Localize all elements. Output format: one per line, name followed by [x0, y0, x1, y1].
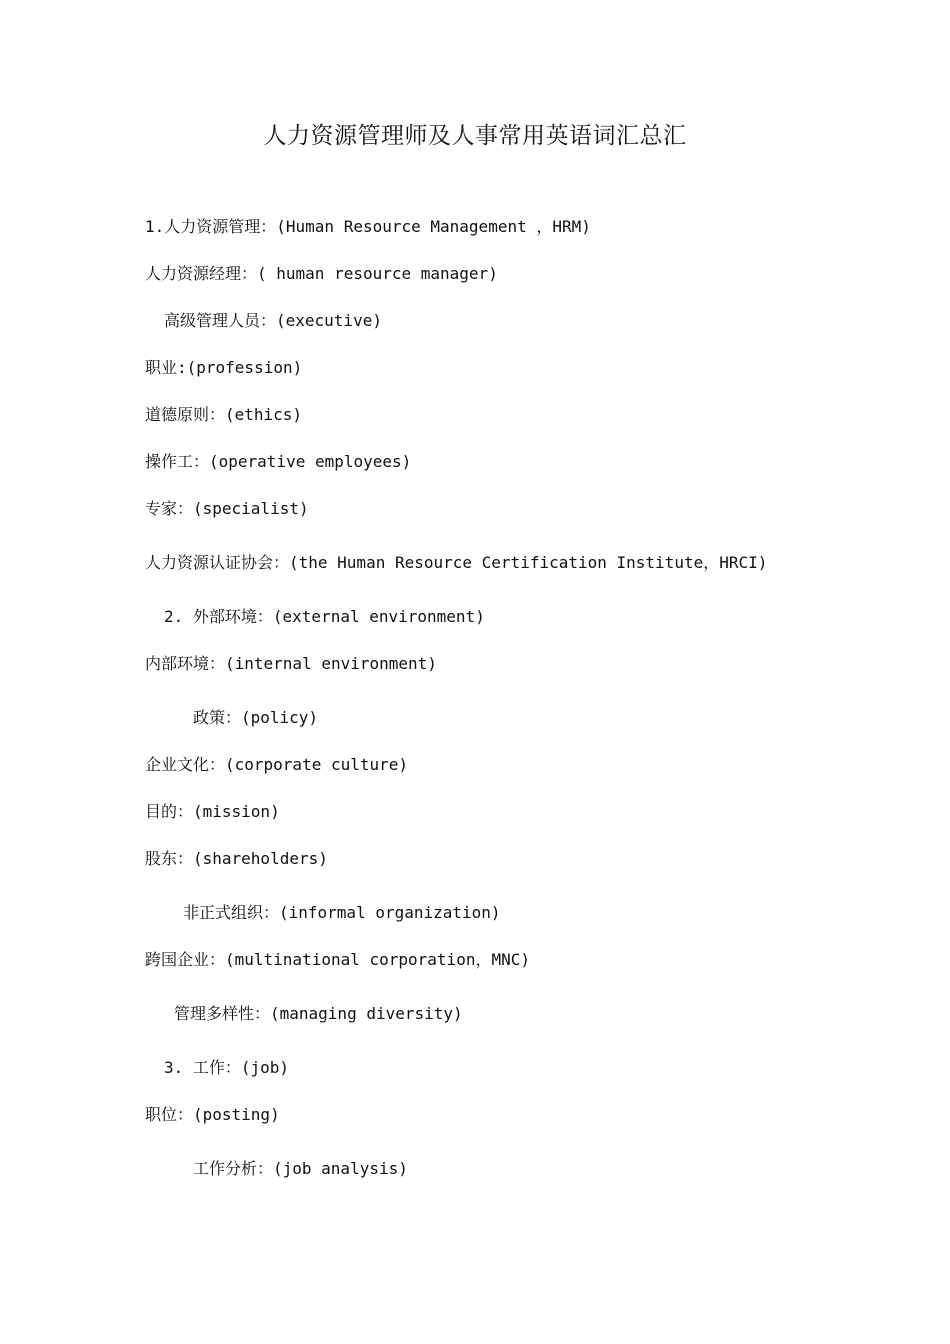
entry-posting: 职位：(posting) [145, 1105, 280, 1124]
entry-mission: 目的：(mission) [145, 802, 280, 821]
entry-specialist: 专家：(specialist) [145, 499, 309, 518]
entry-mnc: 跨国企业：(multinational corporation，MNC) [145, 950, 530, 969]
entry-informal-organization: 非正式组织：(informal organization) [183, 903, 501, 922]
entry-ethics: 道德原则：(ethics) [145, 405, 303, 424]
entry-shareholders: 股东：(shareholders) [145, 849, 328, 868]
entry-job-analysis: 工作分析：(job analysis) [193, 1159, 408, 1178]
entry-profession: 职业:(profession) [145, 358, 303, 377]
entry-job: 3. 工作：(job) [164, 1058, 290, 1077]
entry-hrci: 人力资源认证协会：(the Human Resource Certification Institute，HRCI) [145, 553, 768, 572]
entry-internal-environment: 内部环境：(internal environment) [145, 654, 437, 673]
entry-hr-manager: 人力资源经理：( human resource manager) [145, 264, 498, 283]
entry-operative-employees: 操作工：(operative employees) [145, 452, 412, 471]
entry-executive: 高级管理人员：(executive) [164, 311, 382, 330]
entry-corporate-culture: 企业文化：(corporate culture) [145, 755, 409, 774]
entry-managing-diversity: 管理多样性：(managing diversity) [174, 1004, 463, 1023]
document-title: 人力资源管理师及人事常用英语词汇总汇 [263, 123, 687, 149]
entry-policy: 政策：(policy) [193, 708, 319, 727]
entry-hrm: 1.人力资源管理：(Human Resource Management ，HRM) [145, 217, 591, 236]
entry-external-environment: 2. 外部环境：(external environment) [164, 607, 485, 626]
